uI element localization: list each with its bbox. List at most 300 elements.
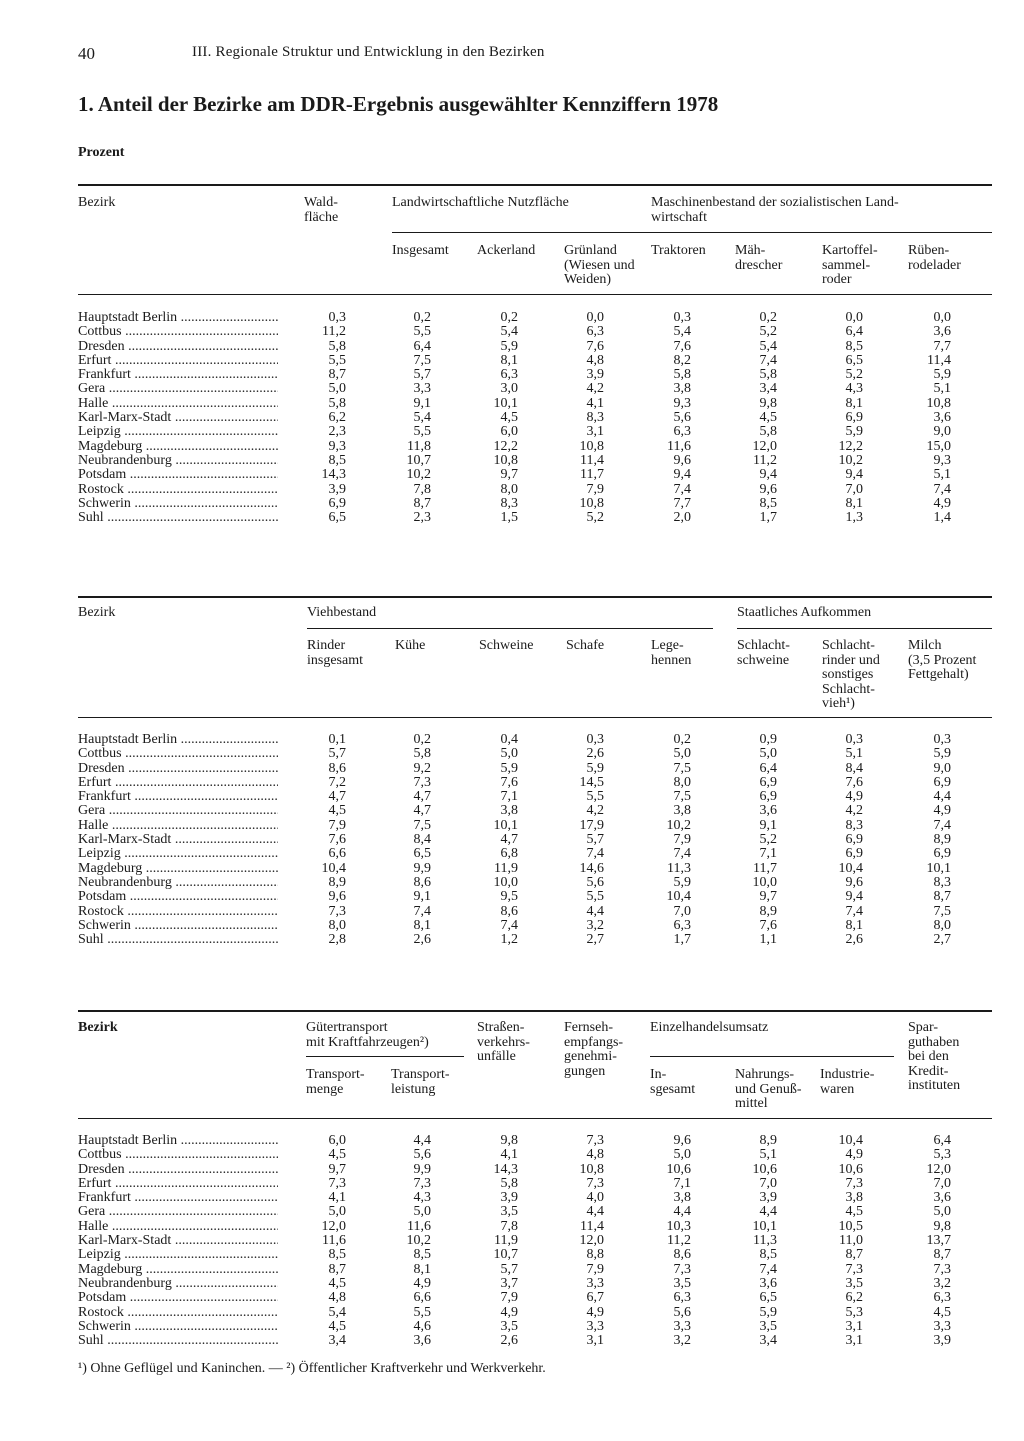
row-label-bezirk: Gera .....	[78, 804, 278, 818]
table-cell: 6,3	[500, 367, 518, 383]
table-cell: 7,9	[500, 1290, 518, 1306]
table-cell: 10,8	[926, 395, 951, 411]
table-cell: 3,9	[759, 1190, 777, 1206]
table-cell: 5,8	[673, 367, 691, 383]
table-cell: 4,3	[413, 1190, 431, 1206]
table-cell: 10,0	[752, 874, 777, 890]
table-cell: 11,6	[667, 438, 691, 454]
row-label-bezirk: Magdeburg .....	[78, 1263, 278, 1277]
table-cell: 5,0	[933, 1204, 951, 1220]
table2-header-rule	[78, 717, 992, 718]
table-cell: 5,1	[759, 1147, 777, 1163]
table-cell: 6,3	[673, 424, 691, 440]
table-cell: 6,3	[933, 1290, 951, 1306]
table-cell: 0,3	[328, 310, 346, 325]
table-cell: 5,5	[328, 352, 346, 368]
table3-header-fernsehgenehmigungen: Fernseh- empfangs- genehmi- gungen	[564, 1020, 624, 1079]
table1-header-waldflaeche: Wald- fläche	[304, 195, 339, 225]
table-cell: 6,4	[933, 1133, 951, 1148]
table-cell: 11,9	[494, 860, 518, 876]
table-cell: 4,5	[933, 1304, 951, 1320]
table-cell: 14,5	[579, 774, 604, 790]
table-cell: 9,4	[673, 467, 691, 483]
table3-header-nahrungsmittel: Nahrungs- und Genuß- mittel	[735, 1067, 802, 1111]
table-cell: 5,9	[933, 746, 951, 762]
table-cell: 5,5	[413, 424, 431, 440]
table-cell: 8,0	[328, 917, 346, 933]
table-cell: 10,6	[666, 1161, 691, 1177]
table-cell: 8,9	[328, 874, 346, 890]
row-label-bezirk: Leipzig .....	[78, 847, 278, 861]
table-cell: 5,4	[328, 1304, 346, 1320]
table-cell: 7,6	[500, 774, 518, 790]
table-cell: 9,3	[328, 438, 346, 454]
table-cell: 6,9	[845, 410, 863, 426]
table-cell: 0,9	[759, 732, 777, 747]
table-cell: 8,5	[413, 1247, 431, 1263]
table-cell: 8,0	[500, 481, 518, 497]
table-cell: 6,9	[759, 789, 777, 805]
table2-header-milch: Milch (3,5 Prozent Fettgehalt)	[908, 638, 977, 682]
table-cell: 5,8	[328, 395, 346, 411]
table-cell: 9,6	[673, 452, 691, 468]
table-cell: 6,0	[500, 424, 518, 440]
table3-header-guetertransport: Gütertransport mit Kraftfahrzeugen²)	[306, 1020, 429, 1050]
table-cell: 14,3	[493, 1161, 518, 1177]
table-cell: 4,8	[586, 1147, 604, 1163]
table-cell: 8,2	[673, 352, 691, 368]
table-cell: 7,4	[933, 481, 951, 497]
row-label-bezirk: Dresden .....	[78, 340, 278, 354]
table-cell: 4,7	[328, 789, 346, 805]
table-cell: 11,7	[753, 860, 777, 876]
unit-label: Prozent	[78, 145, 125, 160]
table-cell: 3,5	[845, 1275, 863, 1291]
table-cell: 3,8	[673, 803, 691, 819]
table-cell: 9,8	[933, 1218, 951, 1234]
table3-header-industriewaren: Industrie- waren	[820, 1067, 875, 1097]
table1-sub-rule	[392, 232, 992, 233]
table-cell: 7,7	[933, 338, 951, 354]
table1-header-kartoffelroder: Kartoffel- sammel- roder	[822, 243, 878, 287]
table-cell: 3,6	[933, 410, 951, 426]
table-cell: 0,0	[845, 310, 863, 325]
table-cell: 1,2	[500, 932, 518, 948]
table-cell: 7,8	[500, 1218, 518, 1234]
row-label-bezirk: Neubrandenburg .....	[78, 454, 278, 468]
table-cell: 9,6	[759, 481, 777, 497]
table-cell: 0,0	[586, 310, 604, 325]
table-cell: 1,1	[759, 932, 777, 948]
table-cell: 10,1	[493, 395, 518, 411]
table-cell: 7,5	[933, 903, 951, 919]
table-cell: 4,4	[759, 1204, 777, 1220]
table-cell: 11,2	[322, 324, 346, 340]
table-cell: 8,4	[413, 832, 431, 848]
table-cell: 5,9	[933, 367, 951, 383]
table-cell: 4,7	[500, 832, 518, 848]
table-cell: 17,9	[579, 817, 604, 833]
table-cell: 10,1	[752, 1218, 777, 1234]
table-cell: 2,3	[413, 510, 431, 526]
table-cell: 3,2	[933, 1275, 951, 1291]
table-cell: 9,7	[759, 889, 777, 905]
table-cell: 2,8	[328, 932, 346, 948]
running-title: III. Regionale Struktur und Entwicklung in den Bezirken	[192, 44, 545, 60]
table-cell: 8,1	[845, 395, 863, 411]
table-cell: 3,3	[586, 1275, 604, 1291]
table-cell: 0,4	[500, 732, 518, 747]
table-cell: 8,1	[413, 1261, 431, 1277]
table3-header-bezirk: Bezirk	[78, 1020, 118, 1035]
row-label-bezirk: Cottbus .....	[78, 747, 278, 761]
table-cell: 6,9	[759, 774, 777, 790]
table-cell: 6,6	[413, 1290, 431, 1306]
table-cell: 3,9	[586, 367, 604, 383]
table2-sub-rule-right	[737, 628, 992, 629]
table-cell: 4,6	[413, 1318, 431, 1334]
table-cell: 5,9	[673, 874, 691, 890]
table-cell: 7,0	[673, 903, 691, 919]
table-cell: 6,4	[759, 760, 777, 776]
table2-header-kuehe: Kühe	[395, 638, 426, 653]
table-cell: 3,9	[933, 1333, 951, 1349]
table-cell: 4,9	[933, 495, 951, 511]
row-label-bezirk: Potsdam .....	[78, 468, 278, 482]
row-label-bezirk: Schwerin .....	[78, 1320, 278, 1334]
table-cell: 3,8	[500, 803, 518, 819]
table-cell: 7,5	[413, 817, 431, 833]
table-cell: 8,4	[845, 760, 863, 776]
table-cell: 2,6	[413, 932, 431, 948]
table-cell: 7,8	[413, 481, 431, 497]
table-cell: 12,0	[926, 1161, 951, 1177]
table-cell: 7,1	[759, 846, 777, 862]
table-cell: 12,0	[752, 438, 777, 454]
table-cell: 6,2	[328, 410, 346, 426]
row-label-bezirk: Hauptstadt Berlin .....	[78, 1134, 278, 1148]
table-cell: 4,1	[586, 395, 604, 411]
row-label-bezirk: Hauptstadt Berlin .....	[78, 733, 278, 747]
table-cell: 14,6	[579, 860, 604, 876]
table-cell: 14,3	[321, 467, 346, 483]
table-cell: 3,9	[328, 481, 346, 497]
table-cell: 5,0	[413, 1204, 431, 1220]
table2-sub-rule-left	[307, 628, 713, 629]
table-cell: 9,4	[845, 889, 863, 905]
table-cell: 1,3	[845, 510, 863, 526]
table-cell: 4,4	[586, 1204, 604, 1220]
table-cell: 3,0	[500, 381, 518, 397]
table-cell: 3,5	[500, 1204, 518, 1220]
table-cell: 9,2	[413, 760, 431, 776]
table-cell: 5,0	[328, 381, 346, 397]
table-cell: 1,4	[933, 510, 951, 526]
table-cell: 8,7	[933, 889, 951, 905]
table-cell: 4,9	[500, 1304, 518, 1320]
row-label-bezirk: Neubrandenburg .....	[78, 1277, 278, 1291]
table-cell: 11,6	[322, 1233, 346, 1249]
table-cell: 0,3	[586, 732, 604, 747]
table-cell: 8,5	[845, 338, 863, 354]
table1-header-maschinenbestand: Maschinenbestand der sozialistischen Land- wirtschaft	[651, 195, 899, 225]
table2-header-legehennen: Lege- hennen	[651, 638, 692, 668]
table-cell: 5,0	[673, 746, 691, 762]
table-cell: 0,3	[673, 310, 691, 325]
table-cell: 13,7	[926, 1233, 951, 1249]
row-label-bezirk: Potsdam .....	[78, 1291, 278, 1305]
table-cell: 4,5	[500, 410, 518, 426]
table-cell: 8,9	[759, 903, 777, 919]
table-cell: 6,4	[845, 324, 863, 340]
table-cell: 6,9	[845, 846, 863, 862]
table-cell: 11,4	[580, 1218, 604, 1234]
table-cell: 12,2	[493, 438, 518, 454]
table-cell: 10,6	[752, 1161, 777, 1177]
table-cell: 3,9	[500, 1190, 518, 1206]
table-cell: 9,9	[413, 1161, 431, 1177]
table-cell: 2,0	[673, 510, 691, 526]
table-cell: 7,3	[413, 774, 431, 790]
table-cell: 5,1	[933, 467, 951, 483]
table-cell: 5,2	[759, 832, 777, 848]
table-cell: 5,4	[759, 338, 777, 354]
table3-header-rule	[78, 1118, 992, 1119]
row-label-bezirk: Suhl .....	[78, 511, 278, 525]
table-cell: 0,2	[673, 732, 691, 747]
table-cell: 8,5	[759, 495, 777, 511]
table-cell: 4,9	[413, 1275, 431, 1291]
table-cell: 9,5	[500, 889, 518, 905]
table-cell: 8,5	[328, 1247, 346, 1263]
table2-header-schweine: Schweine	[479, 638, 534, 653]
table-cell: 5,2	[845, 367, 863, 383]
table1-header-ackerland: Ackerland	[477, 243, 536, 258]
row-label-bezirk: Dresden .....	[78, 1163, 278, 1177]
table-cell: 9,1	[759, 817, 777, 833]
table-cell: 9,0	[933, 424, 951, 440]
table-cell: 4,5	[759, 410, 777, 426]
table-cell: 4,8	[328, 1290, 346, 1306]
row-label-bezirk: Erfurt .....	[78, 1177, 278, 1191]
table-cell: 5,9	[586, 760, 604, 776]
table-cell: 9,4	[845, 467, 863, 483]
table-cell: 6,5	[413, 846, 431, 862]
table-cell: 11,4	[927, 352, 951, 368]
table-cell: 6,9	[328, 495, 346, 511]
footnote: ¹) Ohne Geflügel und Kaninchen. — ²) Öffentlicher Kraftverkehr und Werkverkehr.	[78, 1361, 546, 1376]
table-cell: 11,6	[407, 1218, 431, 1234]
table-cell: 7,4	[933, 817, 951, 833]
table-cell: 7,7	[673, 495, 691, 511]
table-cell: 8,3	[586, 410, 604, 426]
table-cell: 0,1	[328, 732, 346, 747]
table-cell: 5,9	[845, 424, 863, 440]
table3-header-transportmenge: Transport- menge	[306, 1067, 365, 1097]
row-label-bezirk: Halle .....	[78, 397, 278, 411]
table-cell: 3,4	[759, 381, 777, 397]
row-label-bezirk: Erfurt .....	[78, 776, 278, 790]
table-cell: 10,7	[406, 452, 431, 468]
table-cell: 5,5	[586, 889, 604, 905]
table-cell: 4,9	[933, 803, 951, 819]
table-cell: 4,0	[586, 1190, 604, 1206]
table-cell: 3,3	[413, 381, 431, 397]
table-cell: 6,4	[413, 338, 431, 354]
table-cell: 11,2	[667, 1233, 691, 1249]
table-cell: 5,3	[845, 1304, 863, 1320]
table-cell: 3,5	[759, 1318, 777, 1334]
table-cell: 6,8	[500, 846, 518, 862]
table-cell: 11,2	[753, 452, 777, 468]
table2-header-schafe: Schafe	[566, 638, 605, 653]
table3-header-strassenverkehrsunfaelle: Straßen- verkehrs- unfälle	[477, 1020, 530, 1064]
table-cell: 6,9	[845, 832, 863, 848]
table-cell: 10,4	[666, 889, 691, 905]
table-cell: 7,3	[413, 1175, 431, 1191]
table-cell: 7,9	[328, 817, 346, 833]
table-cell: 4,5	[328, 803, 346, 819]
table-cell: 0,3	[845, 732, 863, 747]
table-cell: 12,0	[321, 1218, 346, 1234]
table-cell: 5,6	[586, 874, 604, 890]
table-cell: 8,9	[759, 1133, 777, 1148]
table-cell: 6,3	[673, 917, 691, 933]
table-cell: 7,3	[586, 1175, 604, 1191]
table-cell: 5,9	[759, 1304, 777, 1320]
table2-header-staatliches-aufkommen: Staatliches Aufkommen	[737, 605, 872, 620]
table-cell: 8,7	[328, 367, 346, 383]
table-cell: 7,4	[586, 846, 604, 862]
table-cell: 10,5	[838, 1218, 863, 1234]
table-cell: 5,7	[586, 832, 604, 848]
table-cell: 7,9	[586, 1261, 604, 1277]
table-cell: 6,2	[845, 1290, 863, 1306]
table-cell: 8,7	[413, 495, 431, 511]
table-cell: 3,8	[845, 1190, 863, 1206]
table-cell: 9,1	[413, 395, 431, 411]
table-cell: 10,3	[666, 1218, 691, 1234]
table-cell: 7,3	[673, 1261, 691, 1277]
table-cell: 7,5	[413, 352, 431, 368]
table-cell: 10,4	[321, 860, 346, 876]
table-cell: 9,8	[500, 1133, 518, 1148]
table-cell: 9,7	[328, 1161, 346, 1177]
table-cell: 1,5	[500, 510, 518, 526]
row-label-bezirk: Frankfurt .....	[78, 790, 278, 804]
table-cell: 10,2	[838, 452, 863, 468]
table-cell: 3,5	[673, 1275, 691, 1291]
table-cell: 5,7	[328, 746, 346, 762]
table1-header-maehdrescher: Mäh- drescher	[735, 243, 783, 273]
table-cell: 9,3	[933, 452, 951, 468]
table-cell: 0,2	[413, 732, 431, 747]
table3-header-einzelhandelsumsatz: Einzelhandelsumsatz	[650, 1020, 769, 1035]
table-cell: 4,9	[586, 1304, 604, 1320]
table-cell: 4,9	[845, 1147, 863, 1163]
table2-header-rinder: Rinder insgesamt	[307, 638, 363, 668]
table-cell: 9,1	[413, 889, 431, 905]
table-cell: 9,7	[500, 467, 518, 483]
table-cell: 9,6	[673, 1133, 691, 1148]
table3-sub-rule-left	[306, 1056, 464, 1057]
row-label-bezirk: Gera .....	[78, 382, 278, 396]
table-cell: 11,3	[667, 860, 691, 876]
table-cell: 4,2	[586, 803, 604, 819]
table-cell: 9,0	[933, 760, 951, 776]
table-cell: 2,6	[586, 746, 604, 762]
table1-header-insgesamt: Insgesamt	[392, 243, 449, 258]
table-cell: 7,0	[759, 1175, 777, 1191]
table-cell: 3,1	[586, 424, 604, 440]
table-cell: 10,4	[838, 860, 863, 876]
table3-sub-rule-right	[650, 1056, 894, 1057]
table-cell: 7,6	[586, 338, 604, 354]
table-cell: 10,1	[926, 860, 951, 876]
table-cell: 12,0	[579, 1233, 604, 1249]
table-cell: 5,0	[328, 1204, 346, 1220]
table-cell: 9,6	[328, 889, 346, 905]
table-cell: 2,7	[586, 932, 604, 948]
table-cell: 4,4	[673, 1204, 691, 1220]
table-cell: 7,1	[500, 789, 518, 805]
table-cell: 5,4	[413, 410, 431, 426]
table-cell: 0,0	[933, 310, 951, 325]
table-cell: 10,8	[493, 452, 518, 468]
table-cell: 3,1	[845, 1333, 863, 1349]
table1-header-gruenland: Grünland (Wiesen und Weiden)	[564, 243, 635, 287]
table-cell: 4,1	[328, 1190, 346, 1206]
table-cell: 5,8	[500, 1175, 518, 1191]
table-cell: 8,3	[500, 495, 518, 511]
table-cell: 7,3	[845, 1261, 863, 1277]
table-cell: 8,6	[328, 760, 346, 776]
table-cell: 7,5	[673, 760, 691, 776]
table-cell: 5,2	[759, 324, 777, 340]
table-cell: 8,3	[845, 817, 863, 833]
table-cell: 9,9	[413, 860, 431, 876]
table-cell: 5,2	[586, 510, 604, 526]
table-cell: 4,5	[845, 1204, 863, 1220]
table-cell: 6,3	[673, 1290, 691, 1306]
table-cell: 6,9	[933, 846, 951, 862]
table-cell: 5,1	[933, 381, 951, 397]
table-cell: 7,4	[500, 917, 518, 933]
table-cell: 9,8	[759, 395, 777, 411]
table-cell: 4,5	[328, 1318, 346, 1334]
table-cell: 5,3	[933, 1147, 951, 1163]
row-label-bezirk: Frankfurt .....	[78, 368, 278, 382]
table-cell: 6,6	[328, 846, 346, 862]
table3-header-sparguthaben: Spar- guthaben bei den Kredit- instituten	[908, 1020, 961, 1093]
row-label-bezirk: Schwerin .....	[78, 497, 278, 511]
table2-header-bezirk: Bezirk	[78, 605, 116, 620]
table-cell: 7,6	[328, 832, 346, 848]
table-cell: 10,2	[666, 817, 691, 833]
table-cell: 2,3	[328, 424, 346, 440]
table-cell: 5,5	[413, 1304, 431, 1320]
table-cell: 8,0	[933, 917, 951, 933]
table-cell: 8,6	[500, 903, 518, 919]
table-cell: 8,5	[328, 452, 346, 468]
table-cell: 5,6	[413, 1147, 431, 1163]
row-label-bezirk: Suhl .....	[78, 933, 278, 947]
row-label-bezirk: Hauptstadt Berlin .....	[78, 311, 278, 325]
table-cell: 8,8	[586, 1247, 604, 1263]
table-cell: 2,6	[845, 932, 863, 948]
table-cell: 7,9	[586, 481, 604, 497]
table-cell: 8,7	[845, 1247, 863, 1263]
